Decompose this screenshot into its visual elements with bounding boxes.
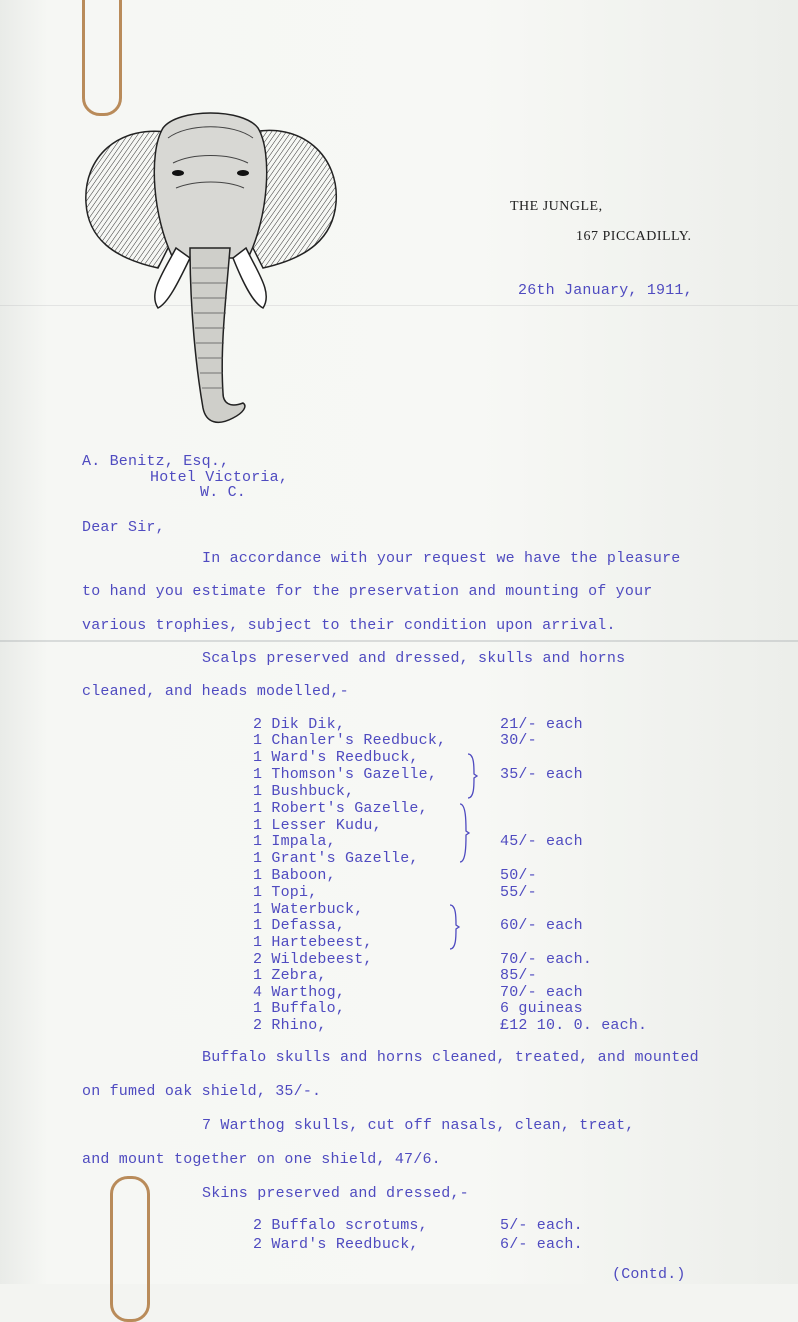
price-list-price: 85/- [500, 967, 537, 984]
addressee-name: A. Benitz, Esq., [82, 453, 230, 470]
letter-date: 26th January, 1911, [518, 282, 693, 299]
body-paragraph-line: to hand you estimate for the preservation and mounting of your [82, 583, 653, 600]
grouping-bracket [448, 903, 462, 951]
price-list-price: 70/- each [500, 984, 583, 1001]
price-list-item: 1 Bushbuck, [253, 783, 355, 800]
price-list-price: 21/- each [500, 716, 583, 733]
price-list-price: 70/- each. [500, 951, 593, 968]
skins-list-item: 2 Buffalo scrotums, [253, 1217, 428, 1234]
body-paragraph-line: In accordance with your request we have the pleasure [202, 550, 681, 567]
price-list-item: 1 Buffalo, [253, 1000, 346, 1017]
price-list-price: 35/- each [500, 766, 583, 783]
price-list-item: 1 Ward's Reedbuck, [253, 749, 419, 766]
body-paragraph-line: Skins preserved and dressed,- [202, 1185, 469, 1202]
price-list-item: 1 Zebra, [253, 967, 327, 984]
grouping-bracket [466, 752, 480, 800]
paperclip-icon [82, 0, 122, 116]
skins-list-price: 6/- each. [500, 1236, 583, 1253]
price-list-item: 1 Defassa, [253, 917, 346, 934]
skins-list-item: 2 Ward's Reedbuck, [253, 1236, 419, 1253]
paper-fold [0, 640, 798, 642]
price-list-item: 2 Wildebeest, [253, 951, 373, 968]
body-paragraph-line: Scalps preserved and dressed, skulls and horns [202, 650, 626, 667]
grouping-bracket [458, 802, 472, 864]
letterhead-line2: 167 PICCADILLY. [576, 229, 692, 244]
paperclip-icon [110, 1176, 150, 1322]
price-list-item: 1 Thomson's Gazelle, [253, 766, 438, 783]
price-list-price: 55/- [500, 884, 537, 901]
addressee-hotel: Hotel Victoria, [150, 469, 289, 486]
price-list-item: 1 Impala, [253, 833, 336, 850]
elephant-head-icon [78, 108, 343, 433]
price-list-item: 1 Waterbuck, [253, 901, 364, 918]
price-list-item: 2 Rhino, [253, 1017, 327, 1034]
body-paragraph-line: various trophies, subject to their condition upon arrival. [82, 617, 616, 634]
price-list-price: 50/- [500, 867, 537, 884]
price-list-item: 4 Warthog, [253, 984, 346, 1001]
body-paragraph-line: on fumed oak shield, 35/-. [82, 1083, 322, 1100]
price-list-item: 2 Dik Dik, [253, 716, 346, 733]
price-list-item: 1 Chanler's Reedbuck, [253, 732, 447, 749]
skins-list-price: 5/- each. [500, 1217, 583, 1234]
price-list-price: 45/- each [500, 833, 583, 850]
price-list-price: 60/- each [500, 917, 583, 934]
price-list-price: £12 10. 0. each. [500, 1017, 648, 1034]
price-list-item: 1 Robert's Gazelle, [253, 800, 428, 817]
price-list-item: 1 Topi, [253, 884, 318, 901]
price-list-price: 30/- [500, 732, 537, 749]
body-paragraph-line: Buffalo skulls and horns cleaned, treated, and mounted [202, 1049, 699, 1066]
body-paragraph-line: and mount together on one shield, 47/6. [82, 1151, 441, 1168]
price-list-item: 1 Grant's Gazelle, [253, 850, 419, 867]
price-list-item: 1 Lesser Kudu, [253, 817, 382, 834]
letterhead-line1: THE JUNGLE, [510, 199, 603, 214]
body-paragraph-line: cleaned, and heads modelled,- [82, 683, 349, 700]
price-list-price: 6 guineas [500, 1000, 583, 1017]
price-list-item: 1 Baboon, [253, 867, 336, 884]
addressee-district: W. C. [200, 484, 247, 501]
continued-note: (Contd.) [612, 1266, 686, 1283]
price-list-item: 1 Hartebeest, [253, 934, 373, 951]
salutation: Dear Sir, [82, 519, 165, 536]
body-paragraph-line: 7 Warthog skulls, cut off nasals, clean, treat, [202, 1117, 635, 1134]
